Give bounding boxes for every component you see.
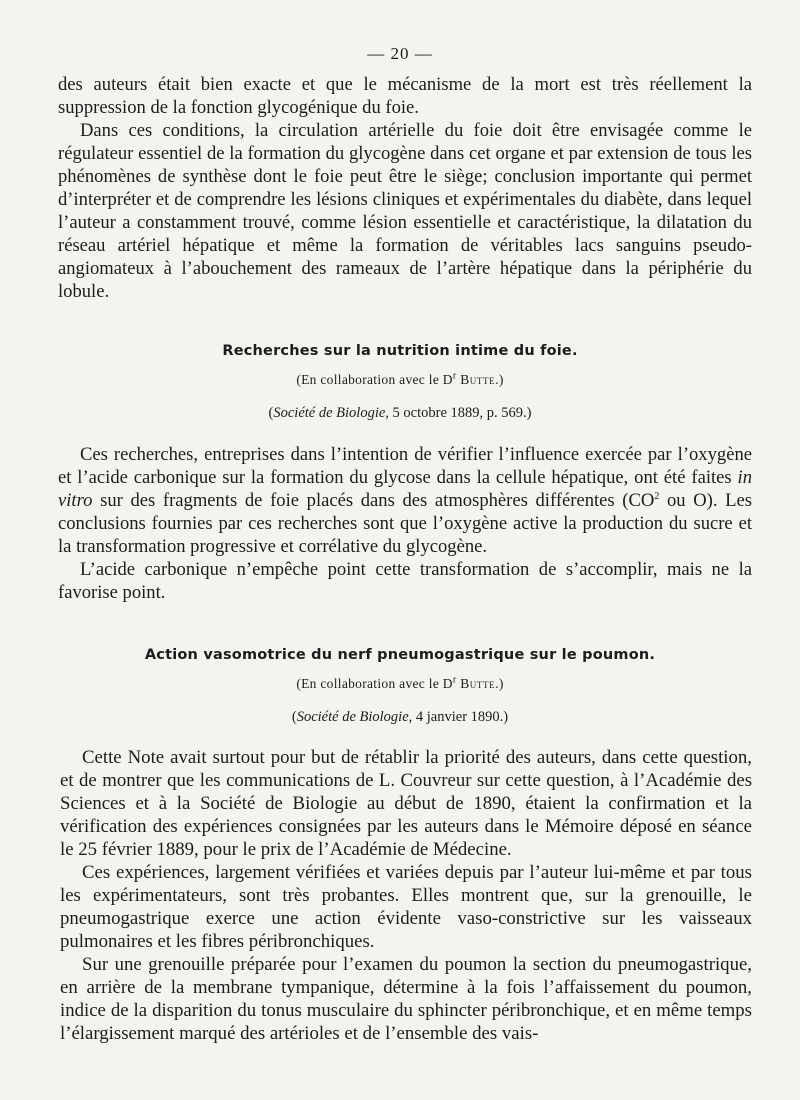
ref-open: ( xyxy=(268,405,274,421)
publication-reference xyxy=(0,709,800,726)
ref-rest: , 4 janvier 1890.) xyxy=(408,709,509,725)
text-run: Ces recherches, entreprises dans l’intention de vérifier l’influence exercée par l’oxygène et l’acide carbonique sur la formation du glycose dans la cellule hépatique, ont été faites xyxy=(58,444,752,488)
section1-text-block xyxy=(58,443,752,604)
paragraph xyxy=(58,443,752,558)
collab-suffix: .) xyxy=(495,676,504,691)
text-run: ou O). Les conclusions fournies par ces recherches sont que l’oxygène active la production du sucre et la transformation progressive et corrélative du glycogène. xyxy=(58,490,752,557)
ref-open: ( xyxy=(291,709,297,725)
intro-text-block xyxy=(58,73,752,303)
paragraph: L’acide carbonique n’empêche point cette transformation de s’accomplir, mais ne la favorise point. xyxy=(58,559,752,603)
collab-prefix: (En collaboration avec le D xyxy=(296,676,453,691)
paragraph: Dans ces conditions, la circulation artérielle du foie doit être envisagée comme le régulateur essentiel de la formation du glycogène dans cet organe et par extension de tous les phénomènes de synthèse dont le foie peut être le siège; conclusion importante qui permet d’interpréter et de comprendre les lésions cliniques et expérimentales du diabète, dans lequel l’auteur a constamment trouvé, comme lésion essentielle et caractéristique, la dilatation du réseau artériel hépatique et même la formation de véritables lacs sanguins pseudo-angiomateux à l’abouchement des rameaux de l’artère hépatique dans la périphérie du lobule. xyxy=(58,120,752,302)
collab-sup: r xyxy=(452,370,457,382)
collaboration-note xyxy=(0,676,800,692)
italic-term: in vitro xyxy=(58,467,752,511)
collab-name: Butte xyxy=(460,372,496,387)
paragraph: Cette Note avait surtout pour but de rétablir la priorité des auteurs, dans cette question, et de montrer que les communications de L. Couvreur sur cette question, à l’Académie des Sciences et à la Société de Biologie au début de 1890, étaient la confirmation et la vérification des expériences consignées par les auteurs dans le Mémoire déposé en séance le 25 février 1889, pour le prix de l’Académie de Médecine. xyxy=(60,747,752,860)
section-heading: Action vasomotrice du nerf pneumogastrique sur le poumon. xyxy=(144,647,656,663)
collab-name: Butte xyxy=(460,676,496,691)
text-run: sur des fragments de foie placés dans des atmosphères différentes (CO xyxy=(92,490,655,511)
page-number: — 20 — xyxy=(367,44,433,63)
ref-journal: Société de Biologie xyxy=(273,405,386,421)
paragraph: des auteurs était bien exacte et que le mécanisme de la mort est très réellement la suppression de la fonction glycogénique du foie. xyxy=(58,74,752,118)
collab-prefix: (En collaboration avec le D xyxy=(296,372,453,387)
paragraph: Ces expériences, largement vérifiées et variées depuis par l’auteur lui-même et par tous les expérimentateurs, sont très probantes. Elles montrent que, sur la grenouille, le pneumogastrique exerce une action évidente vaso-constrictive sur les vaisseaux pulmonaires et les fibres péribronchiques. xyxy=(60,862,752,952)
section-heading: Recherches sur la nutrition intime du foie. xyxy=(222,343,578,359)
collaboration-note xyxy=(0,372,800,388)
ref-rest: , 5 octobre 1889, p. 569.) xyxy=(385,405,532,421)
section2-text-block xyxy=(60,746,752,1045)
ref-journal: Société de Biologie xyxy=(296,709,409,725)
collab-suffix: .) xyxy=(495,372,504,387)
publication-reference xyxy=(0,405,800,422)
superscript: 2 xyxy=(654,490,660,502)
paragraph: Sur une grenouille préparée pour l’examen du poumon la section du pneumogastrique, en arrière de la membrane tympanique, détermine à la fois l’affaissement du poumon, indice de la disparition du tonus musculaire du sphincter péribronchique, et en même temps l’élargissement marqué des artérioles et de l’ensemble des vais- xyxy=(60,954,752,1044)
collab-sup: r xyxy=(452,674,457,686)
